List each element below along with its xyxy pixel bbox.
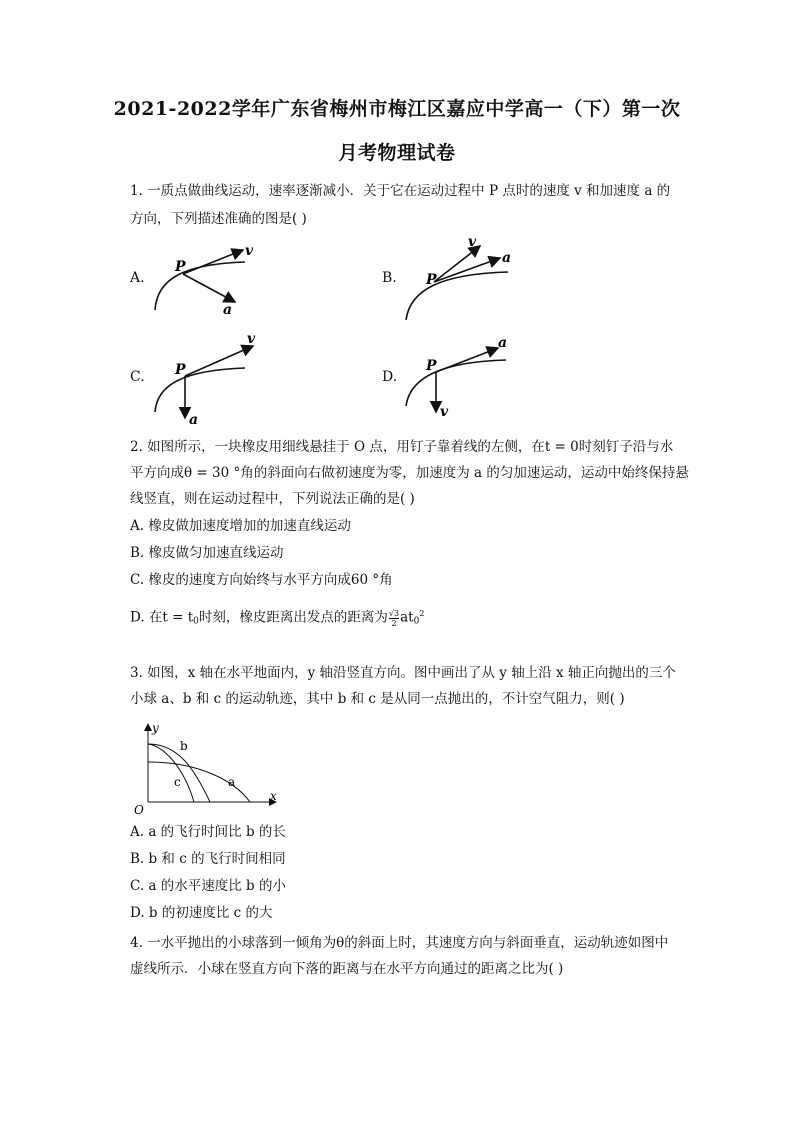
q3-y-label: y (152, 721, 159, 735)
q1-figure-d (400, 332, 530, 422)
q2-option-d-prefix: D. 在t = t (130, 609, 194, 626)
q2-option-b: B. 橡皮做匀加速直线运动 (130, 545, 284, 561)
q1b-a-label: a (502, 250, 512, 266)
q1c-a-label: a (189, 412, 199, 426)
q2-fraction-numerator: √3 (388, 608, 400, 618)
q1c-point-label: P (175, 362, 186, 378)
q3-option-c: C. a 的水平速度比 b 的小 (130, 878, 286, 894)
q2-stem-line2: 平方向成θ = 30 °角的斜面向右做初速度为零，加速度为 a 的匀加速运动，运动中始终保持悬 (130, 465, 689, 481)
q1c-v-label: v (247, 331, 256, 347)
q3-x-label: x (270, 789, 277, 803)
q3-option-a: A. a 的飞行时间比 b 的长 (130, 824, 286, 840)
exam-title-line2: 月考物理试卷 (338, 142, 456, 164)
q1b-v-label: v (468, 234, 477, 250)
q3-option-d: D. b 的初速度比 c 的大 (130, 905, 273, 921)
q1a-a-label: a (223, 302, 233, 318)
q2-option-d-suffix: at (400, 609, 414, 626)
q3-trajectory-b (148, 744, 210, 802)
q1a-v-label: v (245, 243, 254, 259)
q1b-trajectory (406, 272, 508, 320)
q2-fraction-denominator: 2 (391, 618, 397, 628)
q3-b-label: b (180, 739, 188, 753)
q1-option-a-label: A. (130, 270, 145, 286)
q1-option-d-label: D. (382, 369, 398, 385)
q2-option-d (130, 602, 424, 634)
q4-stem-line1: 4. 一水平抛出的小球落到一倾角为θ的斜面上时，其速度方向与斜面垂直，运动轨迹如图中 (130, 935, 669, 951)
q1d-acceleration-arrow (436, 348, 498, 372)
q1d-trajectory (406, 360, 506, 406)
q1-stem-line2: 方向，下列描述准确的图是( ) (130, 211, 307, 227)
q1a-point-label: P (175, 259, 186, 275)
q1c-velocity-arrow (185, 346, 253, 376)
q1-option-c-label: C. (130, 369, 145, 385)
q1-figure-c (145, 330, 275, 426)
q2-option-d-sub: 0 (193, 616, 199, 627)
q2-option-d-fraction (389, 609, 399, 628)
q1-figure-b (400, 232, 530, 324)
q1-option-b-label: B. (382, 270, 397, 286)
q2-option-c: C. 橡皮的速度方向始终与水平方向成60 °角 (130, 572, 393, 588)
q3-a-label: a (228, 775, 236, 789)
q2-option-a: A. 橡皮做加速度增加的加速直线运动 (130, 518, 351, 534)
q1b-point-label: P (426, 272, 437, 288)
q3-origin-label: O (134, 803, 144, 817)
q1c-trajectory (155, 368, 245, 412)
q2-option-d-sup: 2 (419, 609, 425, 618)
q1-stem-line1: 1. 一质点做曲线运动，速率逐渐减小．关于它在运动过程中 P 点时的速度 v 和加速度 a 的 (130, 183, 671, 199)
q2-option-d-mid: 时刻，橡皮距离出发点的距离为 (198, 609, 388, 626)
q2-stem-line3: 线竖直，则在运动过程中，下列说法正确的是( ) (130, 491, 415, 507)
exam-title-line1: 2021-2022学年广东省梅州市梅江区嘉应中学高一（下）第一次 (113, 98, 681, 120)
q3-stem-line2: 小球 a、b 和 c 的运动轨迹，其中 b 和 c 是从同一点抛出的，不计空气阻力，则( ) (130, 691, 625, 707)
q1-figure-a (145, 238, 275, 318)
q1d-point-label: P (426, 358, 437, 374)
q1d-v-label: v (440, 404, 449, 420)
q1d-a-label: a (498, 335, 508, 351)
q3-c-label: c (174, 775, 181, 789)
q3-option-b: B. b 和 c 的飞行时间相同 (130, 851, 286, 867)
q1a-acceleration-arrow (183, 274, 235, 302)
q1b-acceleration-arrow (434, 258, 500, 282)
q3-graph (128, 718, 288, 820)
q1b-velocity-arrow (434, 246, 480, 282)
q2-stem-line1: 2. 如图所示，一块橡皮用细线悬挂于 O 点，用钉子靠着线的左侧，在t = 0时刻钉子沿与水 (130, 439, 674, 455)
q4-stem-line2: 虚线所示．小球在竖直方向下落的距离与在水平方向通过的距离之比为( ) (130, 961, 564, 977)
q2-option-d-sub2: 0 (413, 616, 420, 627)
q3-stem-line1: 3. 如图，x 轴在水平地面内，y 轴沿竖直方向。图中画出了从 y 轴上沿 x 轴正向抛出的三个 (130, 665, 676, 681)
